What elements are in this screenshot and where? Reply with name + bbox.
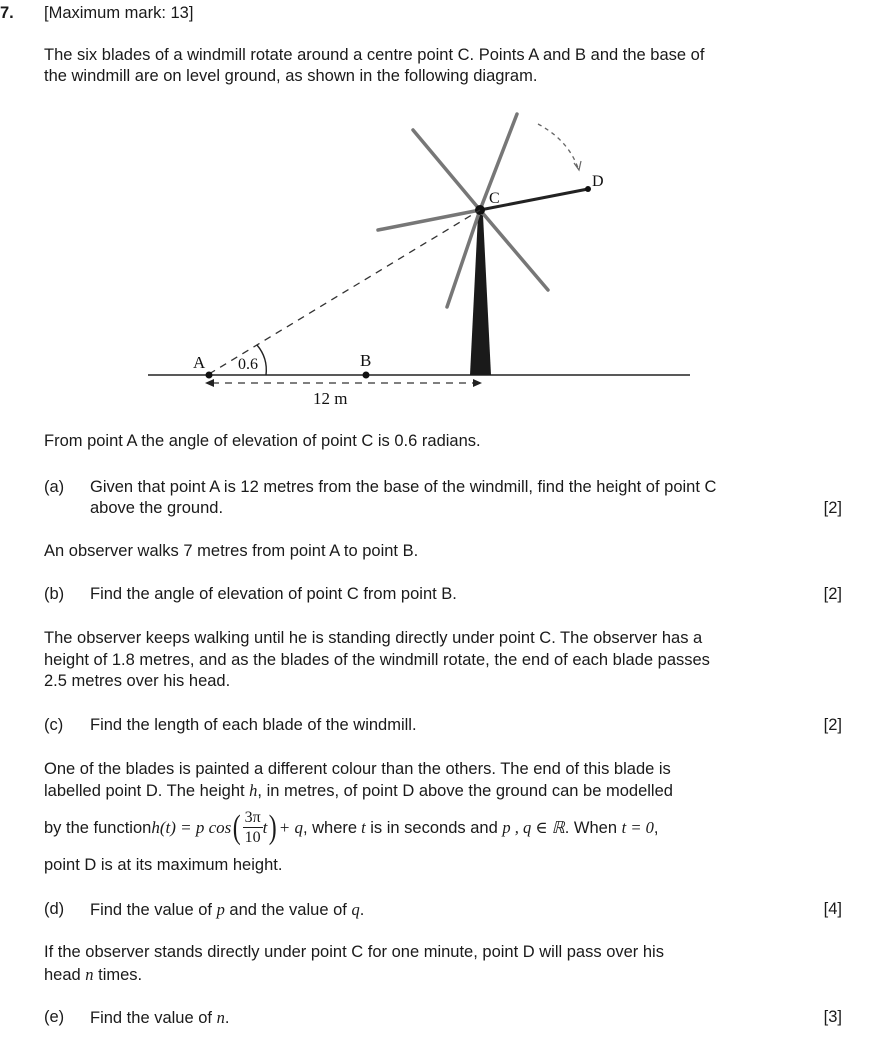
distance-label: 12 m — [313, 389, 348, 408]
label-c: C — [489, 190, 500, 207]
max-height-line: point D is at its maximum height. — [44, 856, 283, 874]
part-e-label: (e) — [44, 1008, 65, 1026]
label-b: B — [360, 351, 372, 370]
part-a-marks: [2] — [823, 499, 842, 517]
distance-arrowhead-right — [473, 379, 482, 387]
part-a-text-1: Given that point A is 12 metres from the base of the windmill, find the height of point C — [90, 478, 717, 496]
windmill-tower — [470, 215, 491, 375]
part-e-text: Find the value of n. — [90, 1008, 230, 1027]
minute-line-2: head n times. — [44, 965, 143, 984]
point-a — [206, 372, 213, 379]
part-b-text: Find the angle of elevation of point C from point B. — [90, 585, 457, 603]
part-e-marks: [3] — [823, 1008, 842, 1026]
function-fraction: $\frac{3\pi}{10}$ — [244, 809, 261, 846]
angle-arc — [257, 345, 266, 375]
distance-arrowhead-left — [205, 379, 214, 387]
label-a: A — [193, 353, 206, 372]
blade-1 — [413, 130, 480, 210]
point-b — [363, 372, 370, 379]
rotation-arc — [538, 124, 578, 168]
function-line: by the function h(t) = p cos ( $\frac{3\pi}{10}$ t ) + q , where t is in seconds and p , q ∈ ℝ . When t = 0 , — [44, 809, 659, 846]
label-d: D — [592, 173, 604, 190]
elevation-line: From point A the angle of elevation of point C is 0.6 radians. — [44, 432, 481, 450]
windmill-diagram — [0, 0, 874, 430]
angle-label: 0.6 — [238, 356, 258, 373]
part-b-marks: [2] — [823, 585, 842, 603]
part-a-text-2: above the ground. — [90, 499, 224, 517]
blade-line-2: labelled point D. The height h, in metres, of point D above the ground can be modelled — [44, 781, 673, 800]
blade-5 — [480, 210, 548, 290]
blade-line-1: One of the blades is painted a different colour than the others. The end of this blade is — [44, 760, 671, 778]
part-c-text: Find the length of each blade of the windmill. — [90, 716, 417, 734]
part-d-text: Find the value of p and the value of q. — [90, 900, 365, 919]
observer-line-2: height of 1.8 metres, and as the blades of the windmill rotate, the end of each blade passes — [44, 651, 710, 669]
part-d-label: (d) — [44, 900, 65, 918]
point-d — [585, 186, 591, 192]
observer-line-1: The observer keeps walking until he is standing directly under point C. The observer has a — [44, 629, 703, 647]
part-b-label: (b) — [44, 585, 65, 603]
blade-3 — [378, 210, 480, 230]
part-c-label: (c) — [44, 716, 64, 734]
walk-line: An observer walks 7 metres from point A to point B. — [44, 542, 419, 560]
part-a-label: (a) — [44, 478, 65, 496]
minute-line-1: If the observer stands directly under point C for one minute, point D will pass over his — [44, 943, 664, 961]
part-c-marks: [2] — [823, 716, 842, 734]
question-number: 7. — [0, 4, 14, 22]
intro-line-2: the windmill are on level ground, as shown in the following diagram. — [44, 67, 538, 85]
sight-line — [209, 210, 480, 374]
observer-line-3: 2.5 metres over his head. — [44, 672, 231, 690]
max-mark: [Maximum mark: 13] — [44, 4, 194, 22]
part-d-marks: [4] — [823, 900, 842, 918]
function-expression: h(t) = p cos — [151, 818, 232, 837]
intro-line-1: The six blades of a windmill rotate around a centre point C. Points A and B and the base of — [44, 46, 705, 64]
